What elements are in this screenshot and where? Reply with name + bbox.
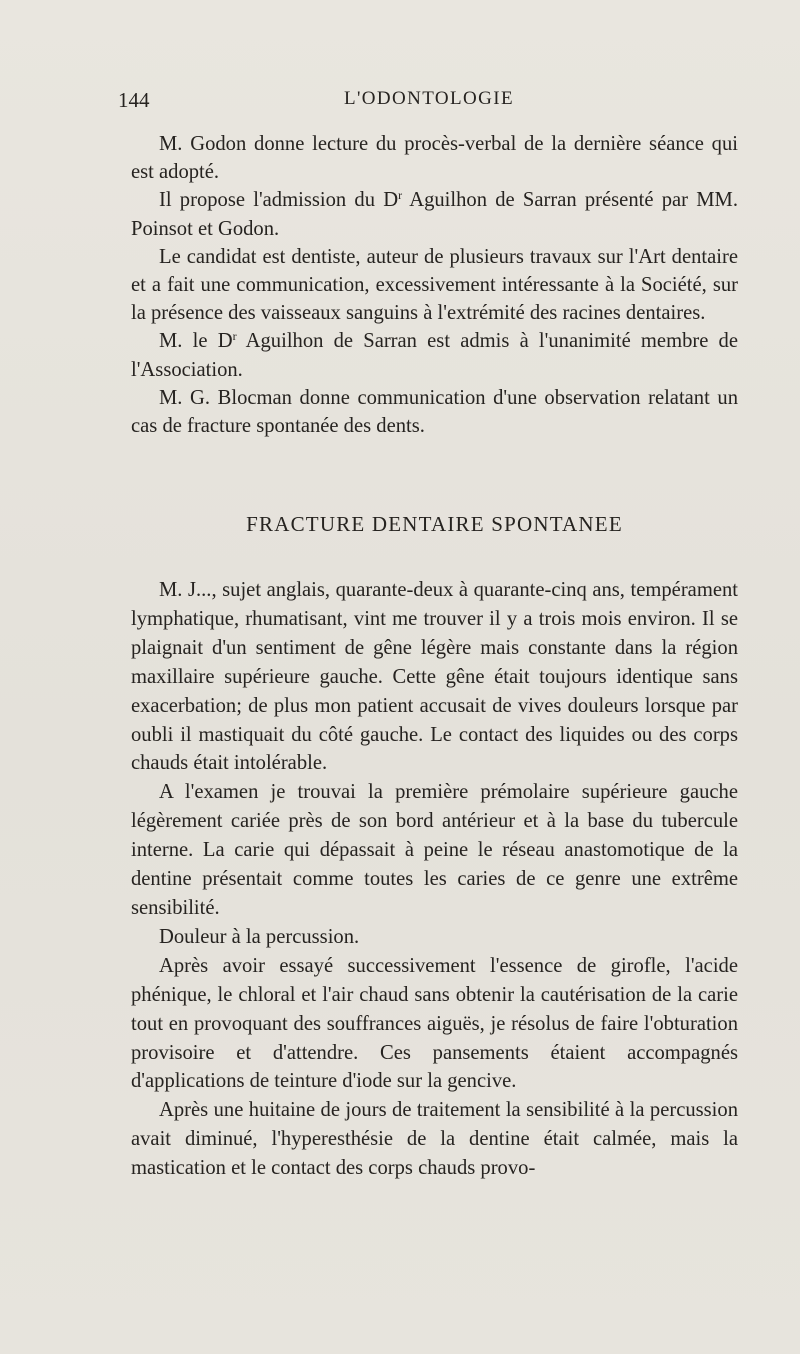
superscript: r: [232, 329, 237, 344]
minutes-paragraph: M. Godon donne lecture du procès-verbal de la dernière séance qui est adopté.: [131, 133, 738, 184]
page-header: [118, 88, 740, 118]
minutes-paragraph: [131, 186, 738, 242]
minutes-paragraph: M. G. Blocman donne communication d'une observation relatant un cas de fracture spontanée des dents.: [131, 386, 738, 438]
meeting-minutes: [131, 130, 738, 440]
article-paragraph: Après une huitaine de jours de traitement la sensibilité à la percussion avait diminué, l'hyperesthésie de la dentine était calmée, mais la mastication et le contact des corps chauds provo-: [131, 1099, 738, 1180]
article-paragraph: Après avoir essayé successivement l'essence de girofle, l'acide phénique, le chloral et l'air chaud sans obtenir la cautérisation de la carie tout en provoquant des souffrances aiguës, je résolus de faire l'obturation provisoire et d'attendre. Ces pansements étaient accompagnés d'applications de teinture d'iode sur la gencive.: [131, 954, 738, 1093]
page-number: 144: [118, 88, 150, 112]
minutes-paragraph: Le candidat est dentiste, auteur de plusieurs travaux sur l'Art dentaire et a fait une communication, excessivement intéressante à la Société, sur la présence des vaisseaux sanguins à l'extrémité des racines dentaires.: [131, 245, 738, 325]
article-paragraph: A l'examen je trouvai la première prémolaire supérieure gauche légèrement cariée près de son bord antérieur et à la base du tubercule interne. La carie qui dépassait à peine le réseau anastomotique de la dentine présentait comme toutes les caries de ce genre une extrême sensibilité.: [131, 781, 738, 919]
article-title: FRACTURE DENTAIRE SPONTANEE: [246, 512, 623, 536]
article-paragraph: M. J..., sujet anglais, quarante-deux à quarante-cinq ans, tempérament lymphatique, rhumatisant, vint me trouver il y a trois mois environ. Il se plaignait d'un sentiment de gêne légère mais constante dans la région maxillaire supérieure gauche. Cette gêne était toujours identique sans exacerbation; de plus mon patient accusait de vives douleurs lorsque par oubli il mastiquait du côté gauche. Le contact des liquides ou des corps chauds était intolérable.: [131, 579, 738, 775]
article-body: [131, 576, 738, 1183]
text-run: Aguilhon de Sarran présenté par MM. Poinsot et Godon.: [131, 189, 738, 240]
text-run: M. le D: [159, 330, 233, 353]
running-title: L'ODONTOLOGIE: [343, 88, 515, 109]
text-run: Il propose l'admission du D: [159, 189, 399, 212]
minutes-paragraph: [131, 327, 738, 383]
text-run: Aguilhon de Sarran est admis à l'unanimité membre de l'Association.: [131, 330, 738, 381]
article-paragraph: Douleur à la percussion.: [159, 925, 360, 948]
superscript: r: [398, 188, 403, 203]
